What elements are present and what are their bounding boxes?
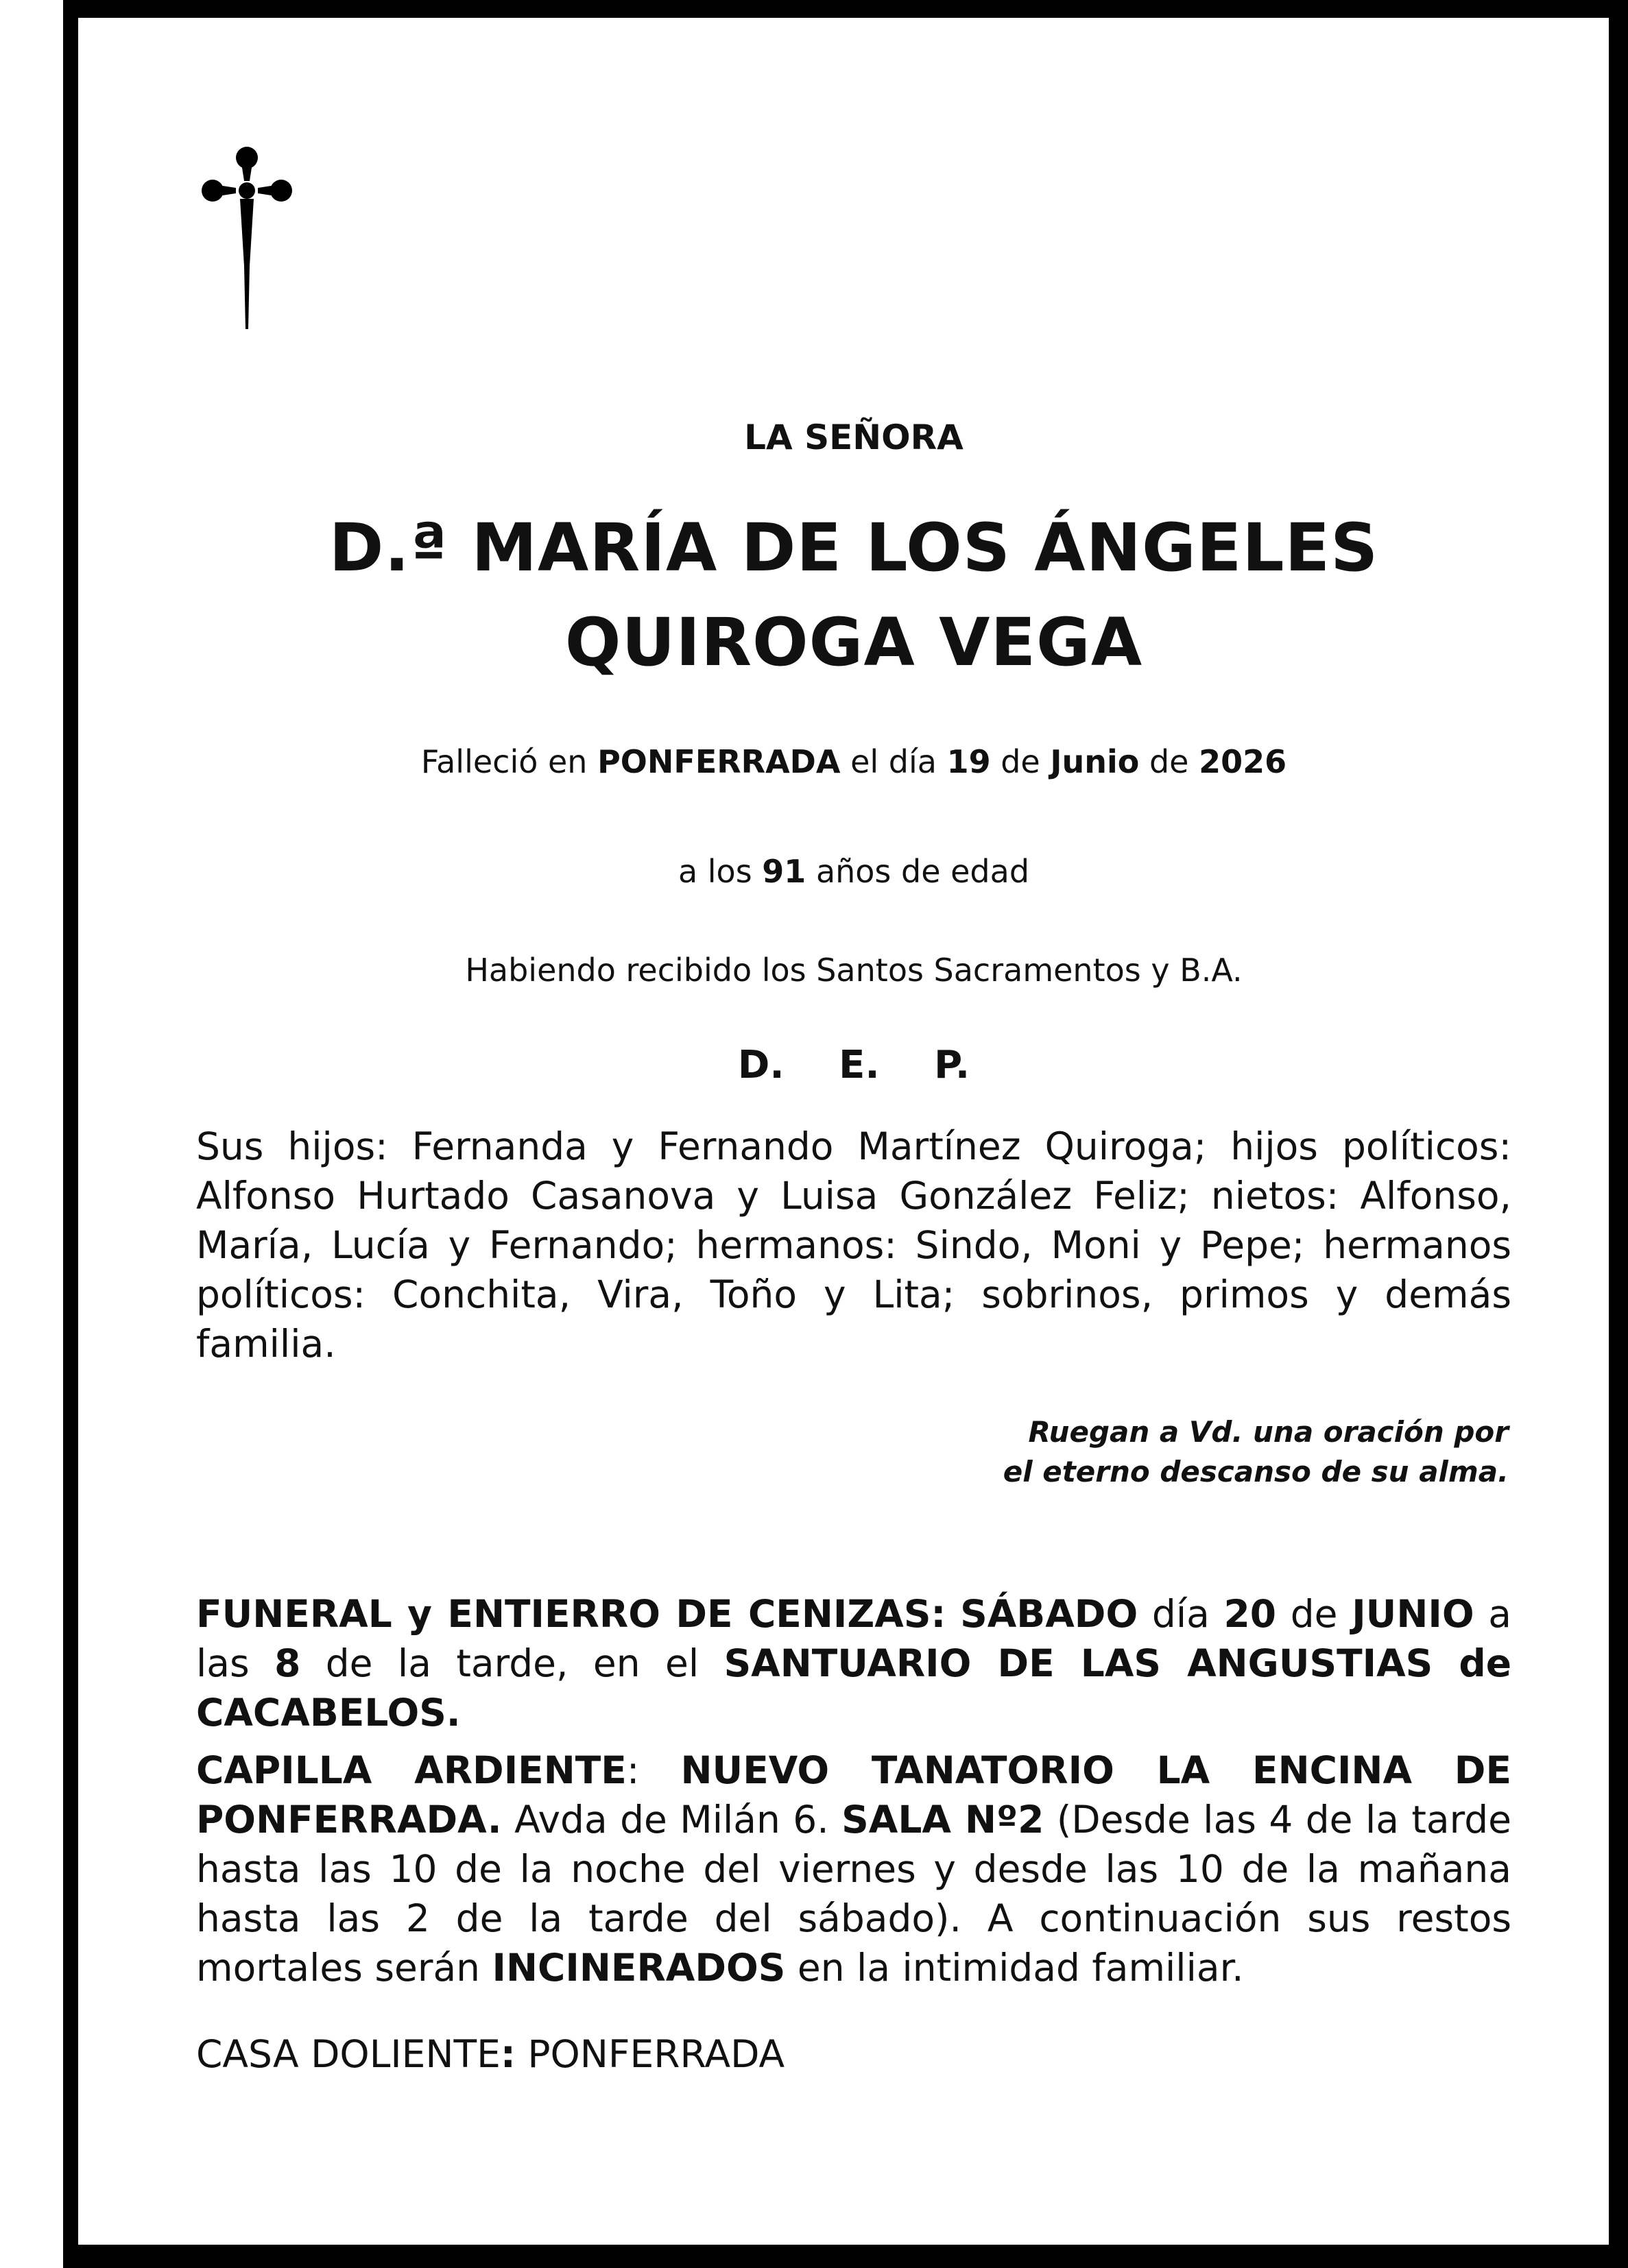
casa-doliente-line xyxy=(196,2029,1511,2079)
capilla-place: NUEVO TANATORIO LA ENCINA DE PONFERRADA. xyxy=(196,1748,1512,1842)
family-paragraph: Sus hijos: Fernanda y Fernando Martínez Quiroga; hijos políticos: Alfonso Hurtado Casanova y Luisa González Feliz; nietos: Alfonso, María, Lucía y Fernando; hermanos: Sindo, Moni y Pepe; hermanos políticos: Conchita, Vira, Toño y Lita; sobrinos, primos y demás familia. xyxy=(196,1124,1511,1366)
dep-line: D. E. P. xyxy=(737,1043,970,1087)
funeral-weekday: SÁBADO xyxy=(960,1592,1138,1636)
deceased-name-line1: D.ª MARÍA DE LOS ÁNGELES xyxy=(328,509,1379,586)
casa-place: PONFERRADA xyxy=(527,2032,785,2076)
death-prefix: Falleció en xyxy=(420,743,588,780)
cross-icon xyxy=(200,143,294,329)
funeral-label: FUNERAL y ENTIERRO DE CENIZAS: xyxy=(196,1592,946,1636)
sacraments-line: Habiendo recibido los Santos Sacramentos y B.A. xyxy=(465,952,1243,989)
capilla-closing: en la intimidad familiar. xyxy=(797,1946,1244,1990)
capilla-schedule: (Desde las 4 de la tarde hasta las 10 de la noche del viernes y desde las 10 de la mañana hasta las 2 de la tarde del sábado). A continuación sus restos mortales serán xyxy=(196,1798,1512,1990)
funeral-t4: de la tarde xyxy=(325,1641,556,1685)
death-month: Junio xyxy=(1050,743,1140,780)
capilla-label: CAPILLA ARDIENTE xyxy=(196,1748,627,1792)
death-place: PONFERRADA xyxy=(597,743,841,780)
age-years: 91 xyxy=(762,853,806,890)
casa-label: CASA DOLIENTE xyxy=(196,2032,501,2076)
prayer-request xyxy=(823,1412,1509,1492)
death-date-line xyxy=(196,738,1511,786)
prayer-line1: Ruegan a Vd. una oración por xyxy=(1028,1415,1509,1449)
age-suffix: años de edad xyxy=(815,853,1030,890)
deceased-name-line2: QUIROGA VEGA xyxy=(564,604,1143,681)
notice-label-title: LA SEÑORA xyxy=(744,418,963,457)
capilla-room: SALA Nº2 xyxy=(841,1798,1044,1842)
capilla-colon: : xyxy=(626,1748,640,1792)
prayer-line2: el eterno descanso de su alma. xyxy=(1003,1455,1509,1488)
funeral-place: SANTUARIO DE LAS ANGUSTIAS de CACABELOS. xyxy=(196,1641,1512,1735)
deceased-name xyxy=(196,500,1511,690)
death-year: 2026 xyxy=(1199,743,1287,780)
death-mid3: de xyxy=(1149,743,1189,780)
funeral-t2: de xyxy=(1290,1592,1338,1636)
funeral-paragraph xyxy=(196,1589,1511,1737)
capilla-paragraph xyxy=(196,1746,1511,1992)
funeral-t3: a las xyxy=(196,1592,1512,1685)
age-prefix: a los xyxy=(678,853,752,890)
death-day: 19 xyxy=(946,743,991,780)
death-mid2: de xyxy=(1001,743,1040,780)
funeral-t5: , en el xyxy=(556,1641,699,1685)
capilla-address: Avda de Milán 6. xyxy=(514,1798,829,1842)
funeral-hour: 8 xyxy=(274,1641,301,1685)
age-line xyxy=(196,847,1511,895)
death-mid1: el día xyxy=(850,743,937,780)
funeral-t1: día xyxy=(1151,1592,1210,1636)
funeral-day: 20 xyxy=(1223,1592,1277,1636)
funeral-month: JUNIO xyxy=(1352,1592,1474,1636)
casa-colon: : xyxy=(500,2032,516,2076)
capilla-incinerados: INCINERADOS xyxy=(492,1946,786,1990)
